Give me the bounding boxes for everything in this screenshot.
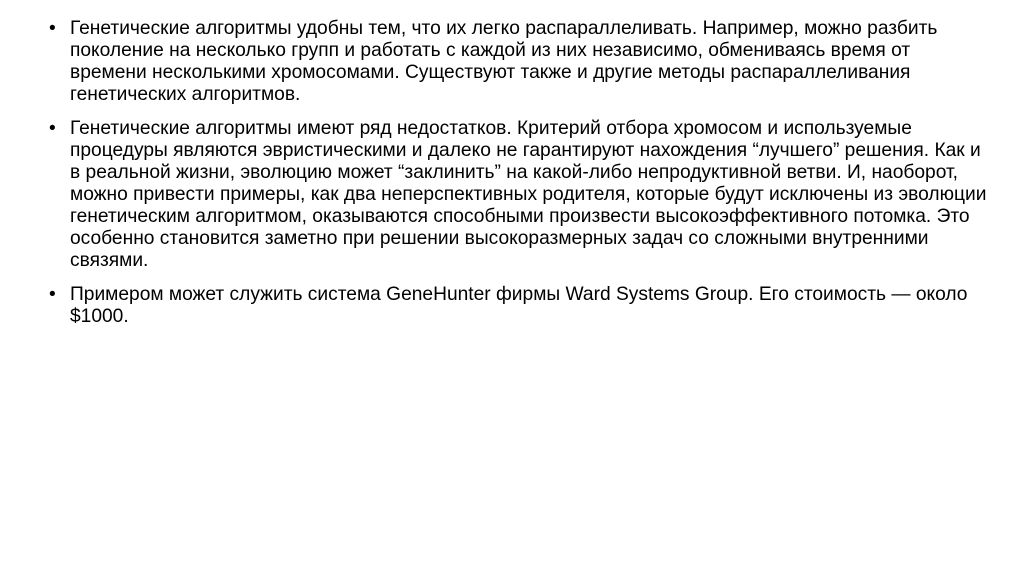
bullet-item-drawbacks: [40, 118, 990, 272]
bullet-list: [40, 18, 990, 340]
bullet-dot-icon: •: [49, 18, 56, 39]
bullet-dot-icon: •: [49, 284, 56, 305]
bullet-dot-icon: •: [49, 118, 56, 139]
bullet-text-drawbacks: Генетические алгоритмы имеют ряд недостатков. Критерий отбора хромосом и используемые процедуры являются эвристическими и далеко не гарантируют нахождения “лучшего” решения. Как и в реальной жизни, эволюцию может “заклинить” на какой-либо непродуктивной ветви. И, наоборот, можно привести примеры, как два неперспективных родителя, которые будут исключены из эволюции генетическим алгоритмом, оказываются способными произвести высокоэффективного потомка. Это особенно становится заметно при решении высокоразмерных задач со сложными внутренними связями.: [70, 118, 987, 271]
bullet-text-parallelization: Генетические алгоритмы удобны тем, что их легко распараллеливать. Например, можно разбить поколение на несколько групп и работать с каждой из них независимо, обмениваясь время от времени несколькими хромосомами. Существуют также и другие методы распараллеливания генетических алгоритмов.: [70, 18, 938, 105]
bullet-item-example-system: [40, 284, 990, 328]
bullet-text-example-system: Примером может служить система GeneHunter фирмы Ward Systems Group. Его стоимость — около $1000.: [70, 284, 968, 327]
bullet-item-parallelization: [40, 18, 990, 106]
